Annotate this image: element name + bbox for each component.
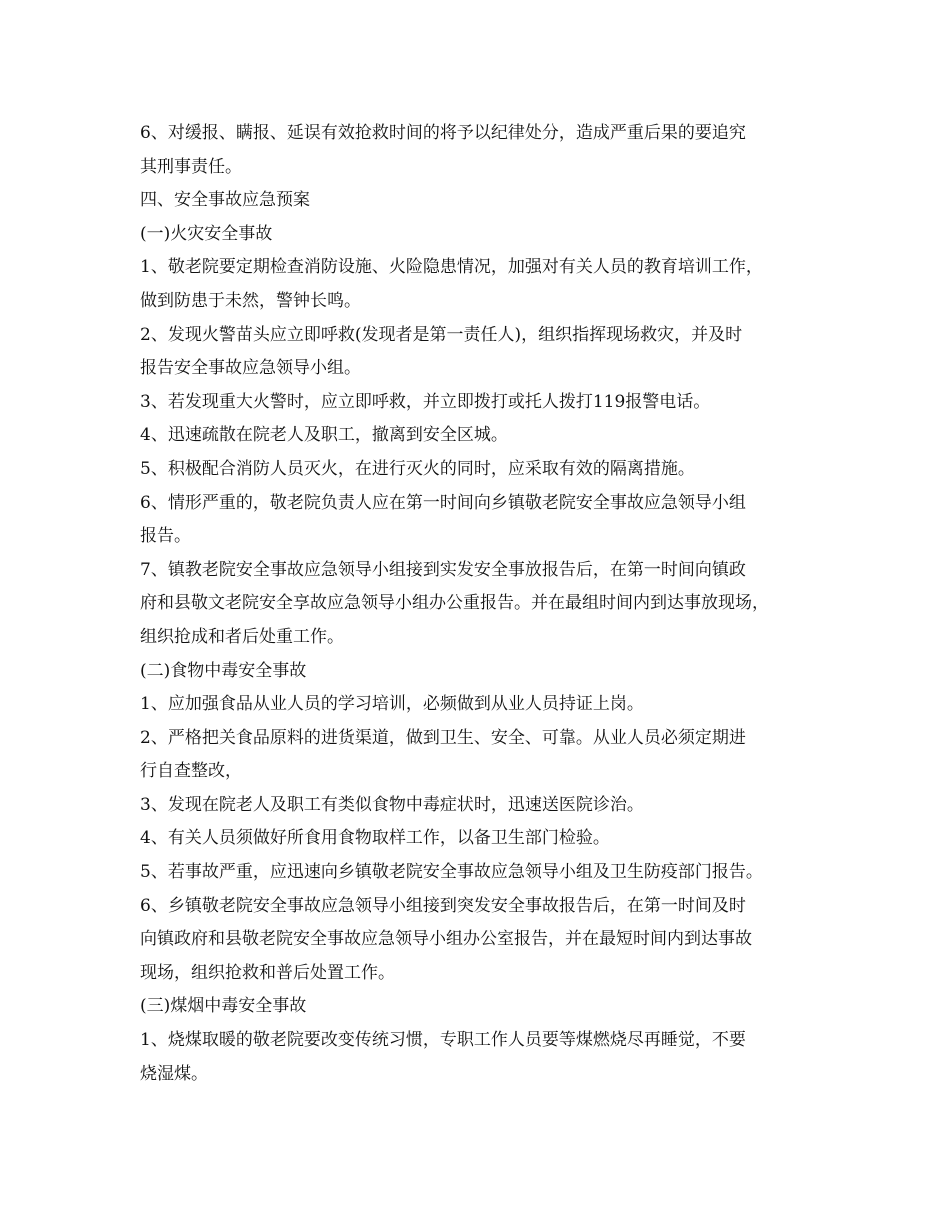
text-line: 5、若事故严重，应迅速向乡镇敬老院安全事故应急领导小组及卫生防疫部门报告。 — [140, 862, 763, 883]
text-line: 6、对缓报、瞒报、延误有效抢救时间的将予以纪律处分，造成严重后果的要追究 — [140, 123, 746, 143]
text-line: 报告。 — [140, 526, 191, 547]
text-line: 府和县敬文老院安全享故应急领导小组办公重报告。并在最组时间内到达事放现场， — [140, 593, 769, 614]
subsection-heading: (二)食物中毒安全事故 — [140, 660, 307, 681]
subsection-heading: (三)煤烟中毒安全事故 — [140, 996, 307, 1017]
text-line: 1、烧煤取暖的敬老院要改变传统习惯，专职工作人员要等煤燃烧尽再睡觉，不要 — [140, 1030, 746, 1051]
text-line: 做到防患于未然，警钟长鸣。 — [140, 290, 361, 311]
text-line: 1、应加强食品从业人员的学习培训，必频做到从业人员持证上岗。 — [140, 694, 644, 715]
text-line: 4、迅速疏散在院老人及职工，撤离到安全区城。 — [140, 425, 508, 446]
text-line: 报告安全事故应急领导小组。 — [140, 358, 361, 379]
text-line: 7、镇教老院安全事故应急领导小组接到实发安全事放报告后，在第一时间向镇政 — [140, 559, 746, 580]
text-line: 3、若发现重大火警时，应立即呼救，并立即拨打或托人拨打119报警电话。 — [140, 391, 711, 412]
text-line: 4、有关人员须做好所食用食物取样工作，以备卫生部门检验。 — [140, 828, 610, 849]
text-line: 2、发现火警苗头应立即呼救(发现者是第一责任人)，组织指挥现场救灾，并及时 — [140, 324, 743, 345]
text-line: 2、严格把关食品原料的进货渠道，做到卫生、安全、可靠。从业人员必须定期进 — [140, 727, 746, 748]
text-line: 向镇政府和县敬老院安全事故应急领导小组办公室报告，并在最短时间内到达事故 — [140, 929, 752, 950]
document-body — [140, 117, 840, 1091]
subsection-heading: (一)火灾安全事故 — [140, 223, 273, 244]
text-line: 组织抢成和者后处重工作。 — [140, 626, 344, 647]
text-line: 其刑事责任。 — [140, 156, 242, 177]
text-line: 烧湿煤。 — [140, 1063, 208, 1084]
text-line: 现场，组织抢救和普后处置工作。 — [140, 962, 395, 983]
text-line: 3、发现在院老人及职工有类似食物中毒症状时，迅速送医院诊治。 — [140, 794, 644, 815]
section-heading: 四、安全事故应急预案 — [140, 190, 310, 211]
text-line: 6、乡镇敬老院安全事故应急领导小组接到突发安全事故报告后，在第一时间及时 — [140, 895, 746, 916]
text-line: 5、积极配合消防人员灭火，在进行灭火的同时，应采取有效的隔离措施。 — [140, 458, 695, 479]
text-line: 行自查整改， — [140, 761, 242, 782]
text-line: 6、情形严重的，敬老院负责人应在第一时间向乡镇敬老院安全事故应急领导小组 — [140, 492, 746, 513]
text-line: 1、敬老院要定期检查消防设施、火险隐患情况，加强对有关人员的教育培训工作， — [140, 257, 763, 278]
